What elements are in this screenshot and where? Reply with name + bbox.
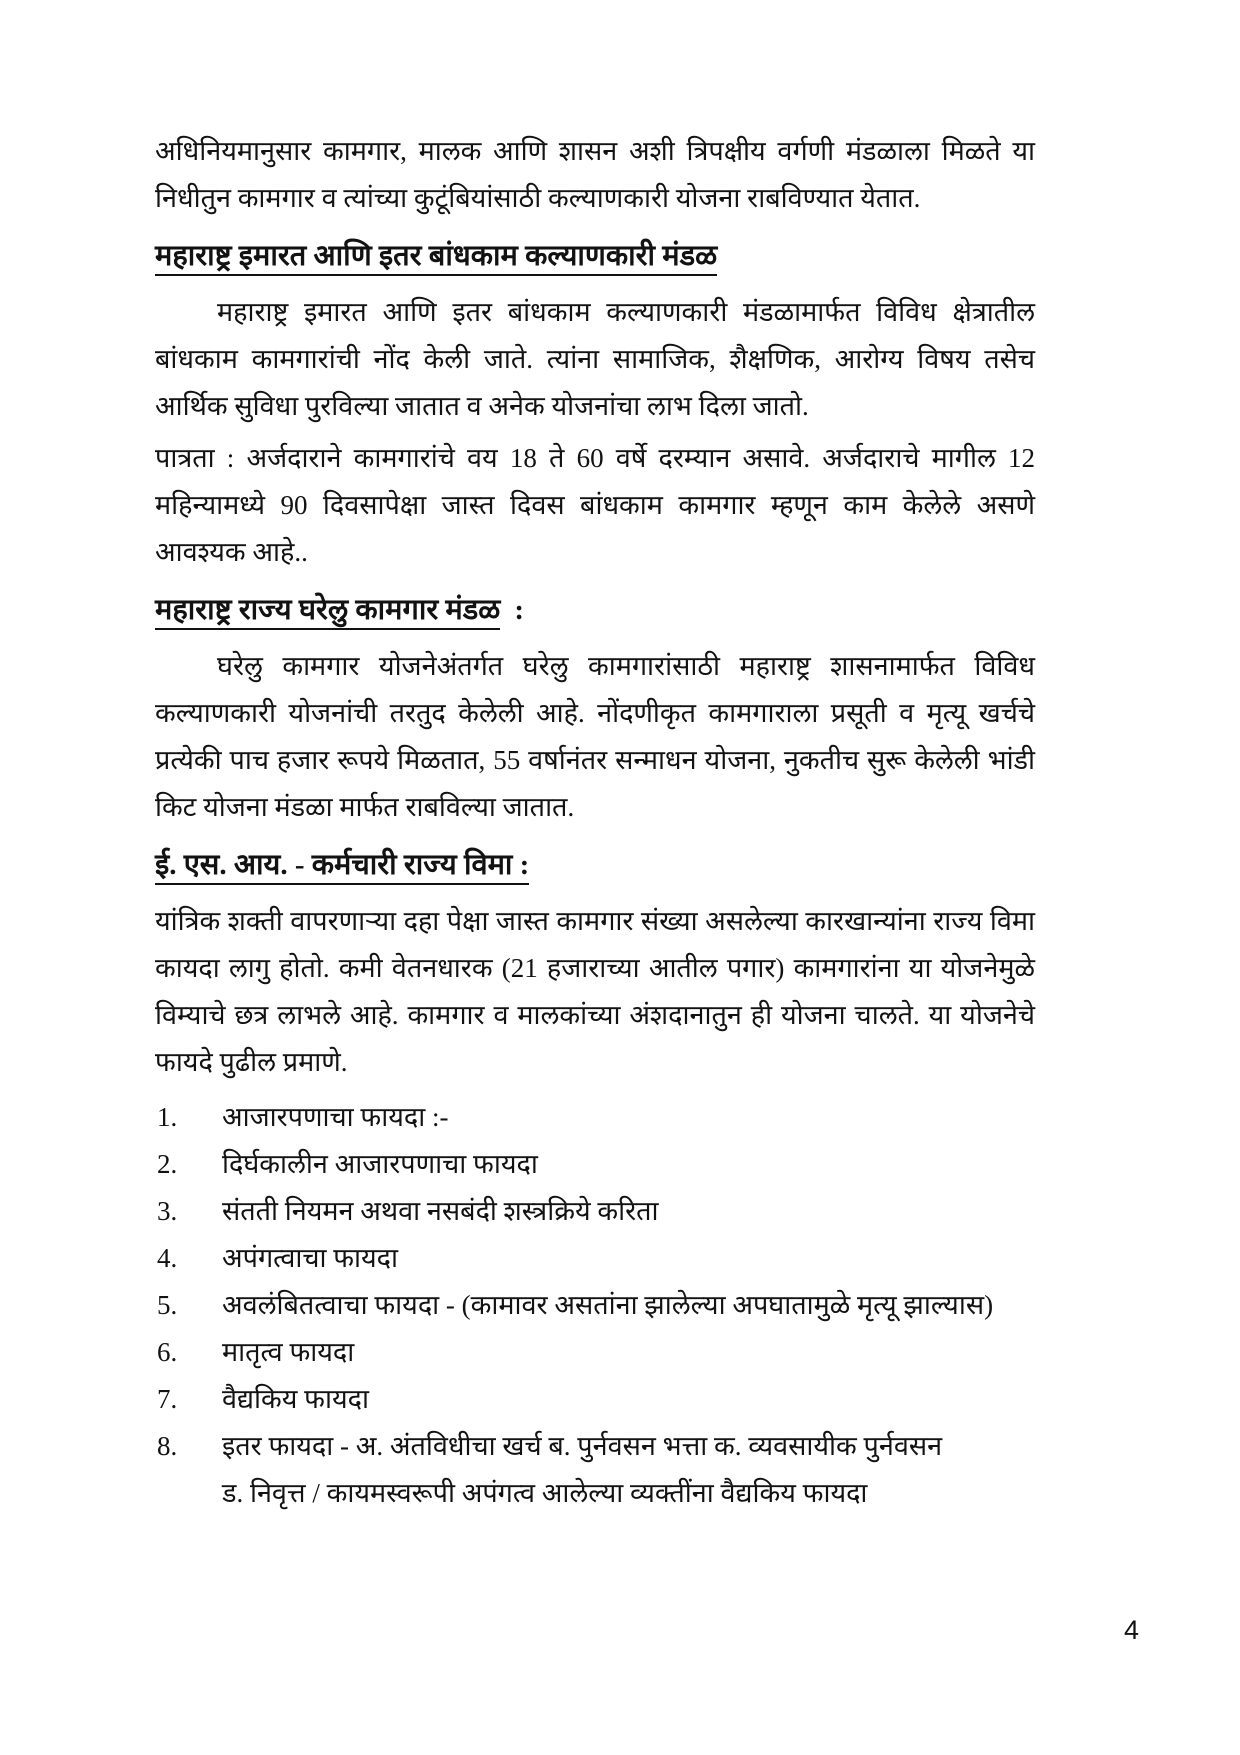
benefit-text: संतती नियमन अथवा नसबंदी शस्त्रक्रिये करिता	[222, 1196, 659, 1226]
benefit-text-line2: ड. निवृत्त / कायमस्वरूपी अपंगत्व आलेल्या व्यक्तींना वैद्यकिय फायदा	[222, 1478, 868, 1508]
benefit-item	[155, 1376, 1035, 1423]
benefit-item	[155, 1329, 1035, 1376]
benefit-item	[155, 1282, 1035, 1329]
page-number: 4	[1124, 1615, 1140, 1645]
benefit-text: इतर फायदा - अ. अंतविधीचा खर्च ब. पुर्नवसन भत्ता क. व्यवसायीक पुर्नवसन	[222, 1431, 943, 1461]
benefit-number: 2.	[157, 1149, 178, 1179]
benefit-text: आजारपणाचा फायदा :-	[222, 1102, 449, 1132]
section1-eligibility-paragraph: पात्रता : अर्जदाराने कामगारांचे वय 18 ते 60 वर्षे दरम्यान असावे. अर्जदाराचे मागील 12 महिन्यामध्ये 90 दिवसापेक्षा जास्त दिवस बांधकाम कामगार म्हणून काम केलेले असणे आवश्यक आहे..	[155, 443, 1035, 567]
benefit-item	[155, 1423, 1035, 1517]
section2-heading-text: महाराष्ट्र राज्य घरेलु कामगार मंडळ	[155, 594, 500, 630]
benefit-number: 6.	[157, 1337, 178, 1367]
section1-heading	[155, 233, 1035, 280]
section2-heading-colon: :	[514, 594, 525, 626]
section2-body-paragraph: घरेलु कामगार योजनेअंतर्गत घरेलु कामगारांसाठी महाराष्ट्र शासनामार्फत विविध कल्याणकारी योजनांची तरतुद केलेली आहे. नोंदणीकृत कामगाराला प्रसूती व मृत्यू खर्चचे प्रत्येकी पाच हजार रूपये मिळतात, 55 वर्षानंतर सन्माधन योजना, नुकतीच सुरू केलेली भांडी किट योजना मंडळा मार्फत राबविल्या जातात.	[155, 651, 1035, 822]
benefit-text: अवलंबितत्वाचा फायदा - (कामावर असतांना झालेल्या अपघातामुळे मृत्यू झाल्यास)	[222, 1290, 994, 1320]
benefit-text: वैद्यकिय फायदा	[222, 1384, 369, 1414]
section2-heading	[155, 587, 1035, 634]
section3-body-paragraph: यांत्रिक शक्ती वापरणाऱ्या दहा पेक्षा जास्त कामगार संख्या असलेल्या कारखान्यांना राज्य विमा कायदा लागु होतो. कमी वेतनधारक (21 हजाराच्या आतील पगार) कामगारांना या योजनेमुळे विम्याचे छत्र लाभले आहे. कामगार व मालकांच्या अंशदानातुन ही योजना चालते. या योजनेचे फायदे पुढील प्रमाणे.	[155, 906, 1035, 1077]
benefit-number: 1.	[157, 1102, 178, 1132]
benefit-number: 3.	[157, 1196, 178, 1226]
section1-heading-text: महाराष्ट्र इमारत आणि इतर बांधकाम कल्याणकारी मंडळ	[155, 240, 717, 276]
benefit-text: अपंगत्वाचा फायदा	[222, 1243, 399, 1273]
benefit-number: 4.	[157, 1243, 178, 1273]
section3-heading	[155, 842, 1035, 889]
benefit-number: 5.	[157, 1290, 178, 1320]
benefit-text: मातृत्व फायदा	[222, 1337, 355, 1367]
benefit-text: दिर्घकालीन आजारपणाचा फायदा	[222, 1149, 538, 1179]
benefit-item	[155, 1141, 1035, 1188]
benefit-number: 8.	[157, 1431, 178, 1461]
intro-paragraph: अधिनियमानुसार कामगार, मालक आणि शासन अशी त्रिपक्षीय वर्गणी मंडळाला मिळते या निधीतुन कामगार व त्यांच्या कुटूंबियांसाठी कल्याणकारी योजना राबविण्यात येतात.	[155, 136, 1035, 213]
benefit-number: 7.	[157, 1384, 178, 1414]
benefits-list	[155, 1094, 1035, 1517]
benefit-item	[155, 1188, 1035, 1235]
section3-heading-text: ई. एस. आय. - कर्मचारी राज्य विमा :	[155, 849, 529, 885]
section1-body-paragraph: महाराष्ट्र इमारत आणि इतर बांधकाम कल्याणकारी मंडळामार्फत विविध क्षेत्रातील बांधकाम कामगारांची नोंद केली जाते. त्यांना सामाजिक, शैक्षणिक, आरोग्य विषय तसेच आर्थिक सुविधा पुरविल्या जातात व अनेक योजनांचा लाभ दिला जातो.	[155, 297, 1035, 421]
benefit-item	[155, 1235, 1035, 1282]
benefit-item	[155, 1094, 1035, 1141]
